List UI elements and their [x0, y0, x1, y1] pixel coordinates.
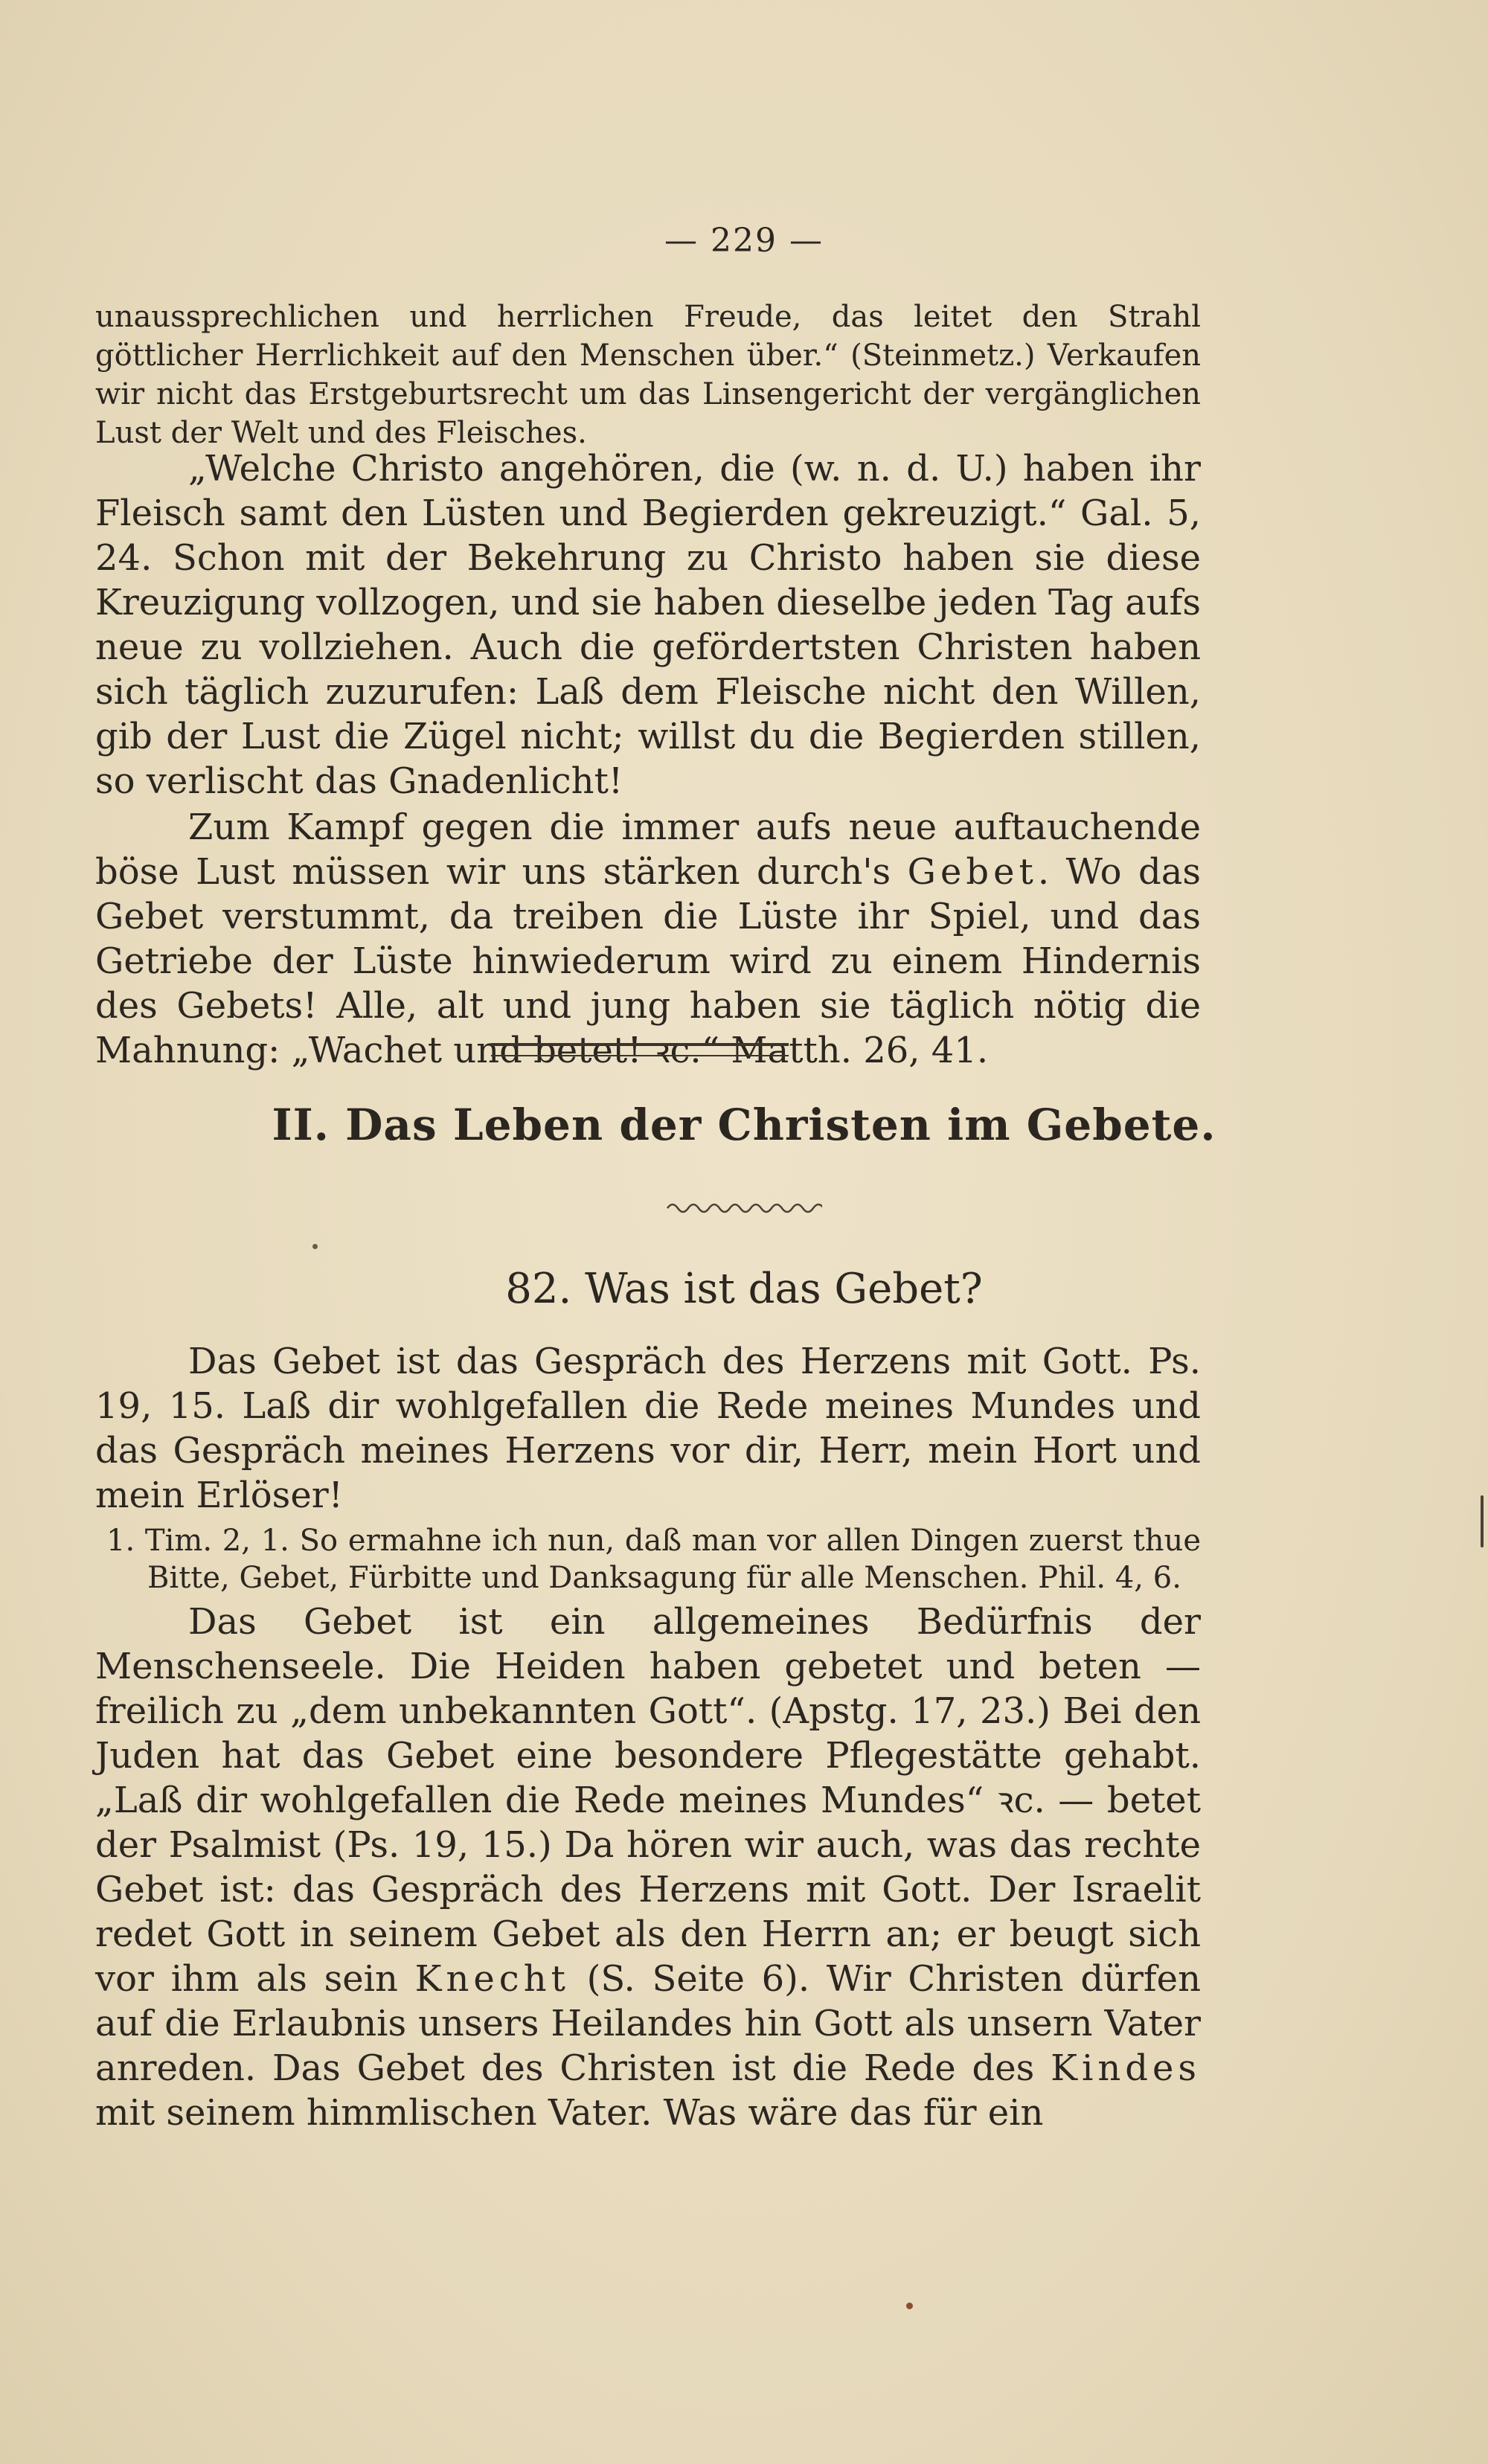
- divider-rule: [491, 1043, 789, 1056]
- emphasis-knecht: Knecht: [414, 1958, 570, 2000]
- emphasis-kindes: Kindes: [1051, 2047, 1201, 2089]
- section-heading: II. Das Leben der Christen im Gebete.: [272, 1100, 1216, 1150]
- margin-mark: [1481, 1495, 1484, 1547]
- bible-citation: 1. Tim. 2, 1. So ermahne ich nun, daß man vor allen Dingen zuerst thue Bitte, Gebet, Fürbitte und Danksagung für alle Menschen. Phil. 4, 6.: [106, 1524, 1201, 1595]
- main-text-lower: [95, 1339, 1201, 2135]
- paragraph-top: unaussprechlichen und herrlichen Freude, das leitet den Strahl göttlicher Herrlichkeit auf den Menschen über.“ (Steinmetz.) Verkaufen wir nicht das Erstgeburtsrecht um das Linsengericht der vergänglichen Lust der Welt und des Fleisches.: [95, 300, 1201, 450]
- paper-speck: [906, 2303, 913, 2309]
- main-text-upper: [95, 446, 1201, 1073]
- paragraph-beduerfnis: Das Gebet ist ein allgemeines Bedürfnis der Menschenseele. Die Heiden haben gebetet und beten — freilich zu „dem unbekannten Gott“. (Apstg. 17, 23.) Bei den Juden hat das Gebet eine besondere Pflegestätte gehabt. „Laß dir wohlgefallen die Rede meines Mundes“ ꝛc. — betet der Psalmist (Ps. 19, 15.) Da hören wir auch, was das rechte Gebet ist: das Gespräch des Herzens mit Gott. Der Israelit redet Gott in seinem Gebet als den Herrn an; er beugt sich vor ihm als sein Knecht (S. Seite 6). Wir Christen dürfen auf die Erlaubnis unsers Heilandes hin Gott als unsern Vater anreden. Das Gebet des Christen ist die Rede des Kindes mit seinem himmlischen Vater. Was wäre das für ein: [95, 1601, 1201, 2134]
- paragraph-kampf: Zum Kampf gegen die immer aufs neue auftauchende böse Lust müssen wir uns stärken durch's Gebet. Wo das Gebet verstummt, da treiben die Lüste ihr Spiel, und das Getriebe der Lüste hinwiederum wird zu einem Hindernis des Gebets! Alle, alt und jung haben sie täglich nötig die Mahnung: „Wachet und betet! ꝛc.“ Matth. 26, 41.: [95, 806, 1202, 1071]
- paper-speck: [312, 1244, 318, 1249]
- quote-continuation: [95, 298, 1201, 452]
- question-title: 82. Was ist das Gebet?: [505, 1265, 983, 1313]
- paragraph-galater: „Welche Christo angehören, die (w. n. d. U.) haben ihr Fleisch samt den Lüsten und Begierden gekreuzigt.“ Gal. 5, 24. Schon mit der Bekehrung zu Christo haben sie diese Kreuzigung vollzogen, und sie haben dieselbe jeden Tag aufs neue zu vollziehen. Auch die gefördertsten Christen haben sich täglich zuzurufen: Laß dem Fleische nicht den Willen, gib der Lust die Zügel nicht; willst du die Begierden stillen, so verlischt das Gnadenlicht!: [95, 448, 1201, 802]
- emphasis-gebet: Gebet: [907, 851, 1038, 893]
- ornament-squiggle-icon: [666, 1199, 822, 1217]
- paragraph-definition: Das Gebet ist das Gespräch des Herzens mit Gott. Ps. 19, 15. Laß dir wohlgefallen die Rede meines Mundes und das Gespräch meines Herzens vor dir, Herr, mein Hort und mein Erlöser!: [95, 1341, 1201, 1516]
- page-number: — 229 —: [664, 222, 824, 260]
